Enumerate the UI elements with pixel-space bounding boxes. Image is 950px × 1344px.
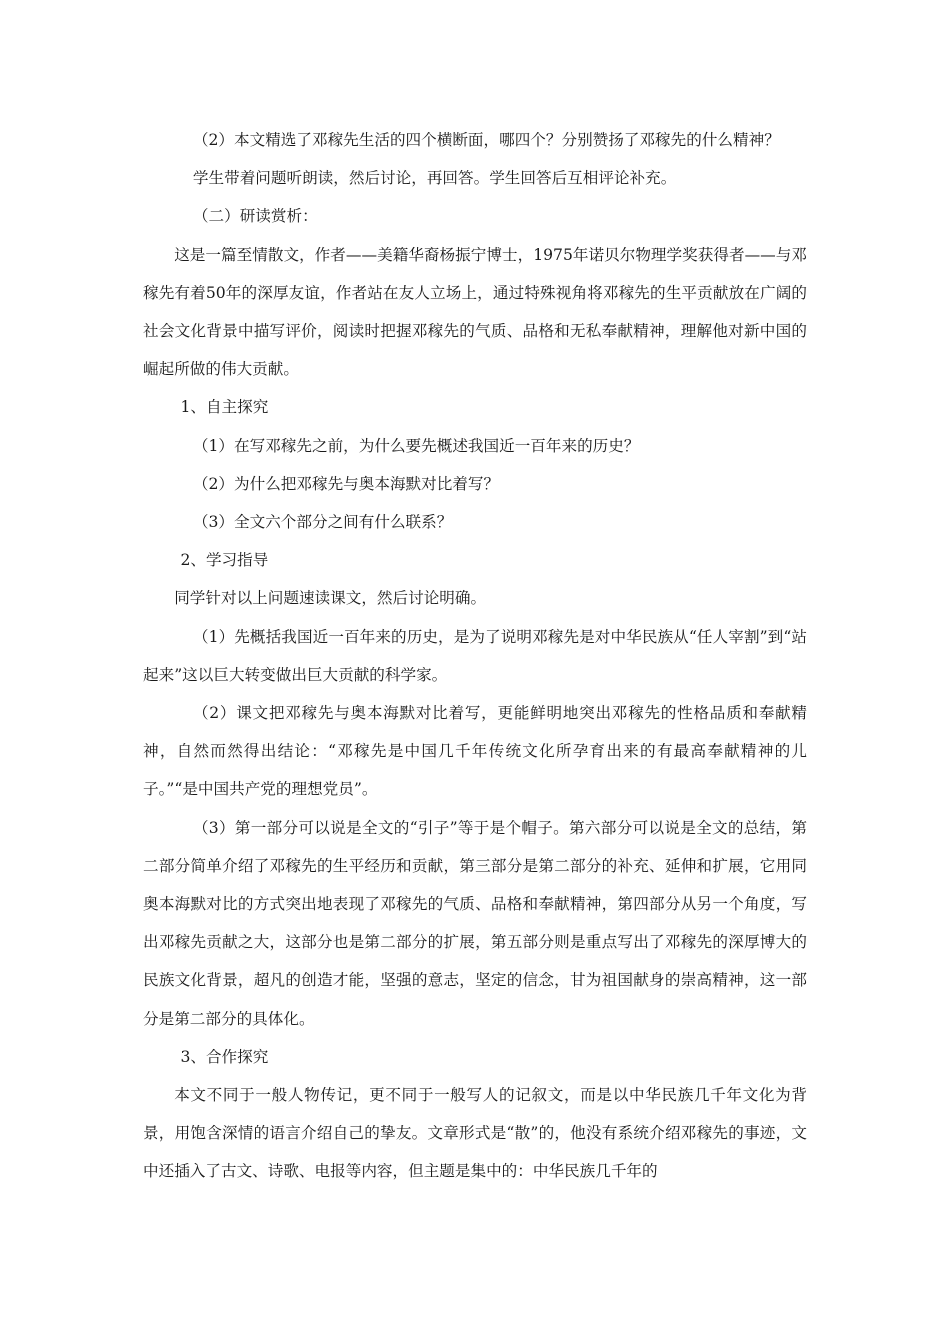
section-heading-analysis: （二）研读赏析： [192,207,318,226]
inquiry-question-3: （3）全文六个部分之间有什么联系？ [192,513,453,532]
subheading-cooperative-inquiry: 3、合作探究 [180,1047,269,1066]
question-2: （2）本文精选了邓稼先生活的四个横断面，哪四个？分别赞扬了邓稼先的什么精神？ [192,131,780,149]
intro-paragraph: 这是一篇至情散文，作者——美籍华裔杨振宁博士，1975年诺贝尔物理学奖获得者——与邓稼先有着50年的深厚友谊，作者站在友人立场上，通过特殊视角将邓稼先的生平贡献放在广阔的社会文化背景中描写评价，阅读时把握邓稼先的气质、品格和无私奉献精神，理解他对新中国的崛起所做的伟大贡献。 [143,245,807,379]
subheading-study-guide: 2、学习指导 [180,551,269,570]
instruction-paragraph: 学生带着问题听朗读，然后讨论，再回答。学生回答后互相评论补充。 [192,169,677,188]
answer-3: （3）第一部分可以说是全文的“引子”等于是个帽子。第六部分可以说是全文的总结，第二部分简单介绍了邓稼先的生平经历和贡献，第三部分是第二部分的补充、延伸和扩展，它用同奥本海默对比的方式突出地表现了邓稼先的气质、品格和奉献精神，第四部分从另一个角度，写出邓稼先贡献之大，这部分也是第二部分的扩展，第五部分则是重点写出了邓稼先的深厚博大的民族文化背景，超凡的创造才能，坚强的意志，坚定的信念，甘为祖国献身的崇高精神，这一部分是第二部分的具体化。 [143,818,807,1028]
document-body [143,121,807,1191]
answer-1: （1）先概括我国近一百年来的历史，是为了说明邓稼先是对中华民族从“任人宰割”到“站起来”这以巨大转变做出巨大贡献的科学家。 [143,627,807,684]
inquiry-question-1: （1）在写邓稼先之前，为什么要先概述我国近一百年来的历史？ [192,436,640,455]
inquiry-question-2: （2）为什么把邓稼先与奥本海默对比着写？ [192,474,500,493]
guide-intro: 同学针对以上问题速读课文，然后讨论明确。 [174,589,487,608]
cooperative-paragraph: 本文不同于一般人物传记，更不同于一般写人的记叙文，而是以中华民族几千年文化为背景，用饱含深情的语言介绍自己的挚友。文章形式是“散”的，他没有系统介绍邓稼先的事迹，文中还插入了古文、诗歌、电报等内容，但主题是集中的：中华民族几千年的 [143,1086,807,1181]
answer-2: （2）课文把邓稼先与奥本海默对比着写，更能鲜明地突出邓稼先的性格品质和奉献精神，自然而然得出结论：“邓稼先是中国几千年传统文化所孕育出来的有最高奉献精神的儿子。”“是中国共产党的理想党员”。 [143,704,807,799]
subheading-self-inquiry: 1、自主探究 [180,398,269,417]
